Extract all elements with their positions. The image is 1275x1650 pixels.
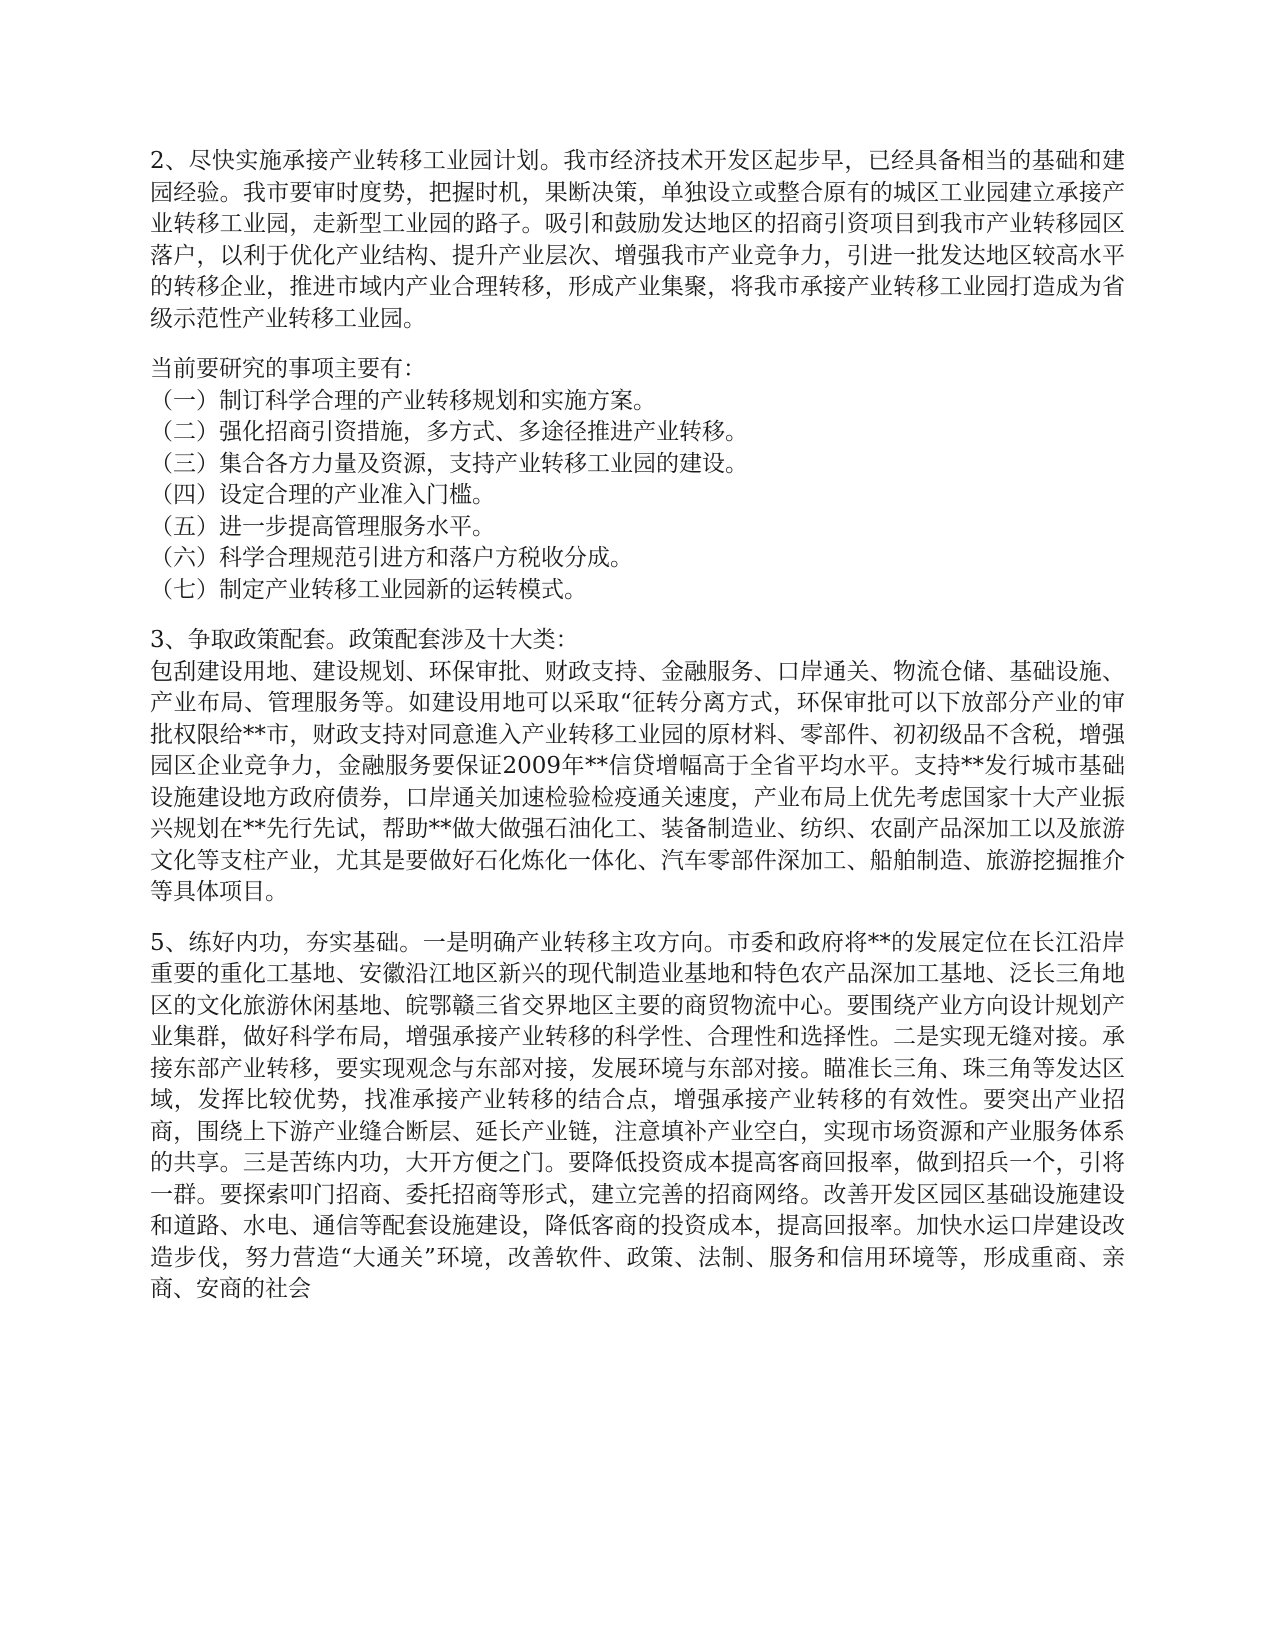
list-item: （六）科学合理规范引进方和落户方税收分成。: [150, 545, 633, 571]
list-item: （七）制定产业转移工业园新的运转模式。: [150, 576, 587, 603]
section-5-paragraph: 5、练好内功，夯实基础。一是明确产业转移主攻方向。市委和政府将**的发展定位在长江沿岸重要的重化工基地、安徽沿江地区新兴的现代制造业基地和特色农产品深加工基地、泛长三角地区的文化旅游休闲基地、皖鄂赣三省交界地区主要的商贸物流中心。要围绕产业方向设计规划产业集群，做好科学布局，增强承接产业转移的科学性、合理性和选择性。二是实现无缝对接。承接东部产业转移，要实现观念与东部对接，发展环境与东部对接。瞄准长三角、珠三角等发达区域，发挥比较优势，找准承接产业转移的结合点，增强承接产业转移的有效性。要突出产业招商，围绕上下游产业缝合断层、延长产业链，注意填补产业空白，实现市场资源和产业服务体系的共享。三是苦练内功，大开方便之门。要降低投资成本提高客商回报率，做到招兵一个，引将一群。要探索叩门招商、委托招商等形式，建立完善的招商网络。改善开发区园区基础设施建设和道路、水电、通信等配套设施建设，降低客商的投资成本，提高回报率。加快水运口岸建设改造步伐，努力营造“大通关”环境，改善软件、政策、法制、服务和信用环境等，形成重商、亲商、安商的社会: [150, 929, 1125, 1302]
section-3-heading: 3、争取政策配套。政策配套涉及十大类：: [150, 627, 579, 653]
section-2-intro: 当前要研究的事项主要有：: [150, 356, 426, 382]
section-3-paragraph: 包刮建设用地、建设规划、环保审批、财政支持、金融服务、口岸通关、物流仓储、基础设施、产业布局、管理服务等。如建设用地可以采取“征转分离方式，环保审批可以下放部分产业的审批权限给**市，财政支持对同意進入产业转移工业园的原材料、零部件、初初级品不含税，增强园区企业竞争力，金融服务要保证2009年**信贷增幅高于全省平均水平。支持**发行城市基础设施建设地方政府债券，口岸通关加速检验检疫通关速度，产业布局上优先考虑国家十大产业振兴规划在**先行先试，帮助**做大做强石油化工、装备制造业、纺织、农副产品深加工以及旅游文化等支柱产业，尤其是要做好石化炼化一体化、汽车零部件深加工、船舶制造、旅游挖掘推介等具体项目。: [150, 658, 1125, 905]
list-item: （五）进一步提高管理服务水平。: [150, 513, 495, 540]
list-item: （一）制订科学合理的产业转移规划和实施方案。: [150, 387, 656, 414]
section-2-paragraph: 2、尽快实施承接产业转移工业园计划。我市经济技术开发区起步早，已经具备相当的基础和建园经验。我市要审时度势，把握时机，果断决策，单独设立或整合原有的城区工业园建立承接产业转移工业园，走新型工业园的路子。吸引和鼓励发达地区的招商引资项目到我市产业转移园区落户，以利于优化产业结构、提升产业层次、增强我市产业竞争力，引进一批发达地区较高水平的转移企业，推进市域内产业合理转移，形成产业集聚，将我市承接产业转移工业园打造成为省级示范性产业转移工业园。: [150, 148, 1125, 332]
list-item: （三）集合各方力量及资源，支持产业转移工业园的建设。: [150, 450, 748, 477]
document-page: [150, 146, 1125, 1306]
list-item: （二）强化招商引资措施，多方式、多途径推进产业转移。: [150, 419, 748, 445]
list-item: （四）设定合理的产业准入门槛。: [150, 482, 495, 508]
